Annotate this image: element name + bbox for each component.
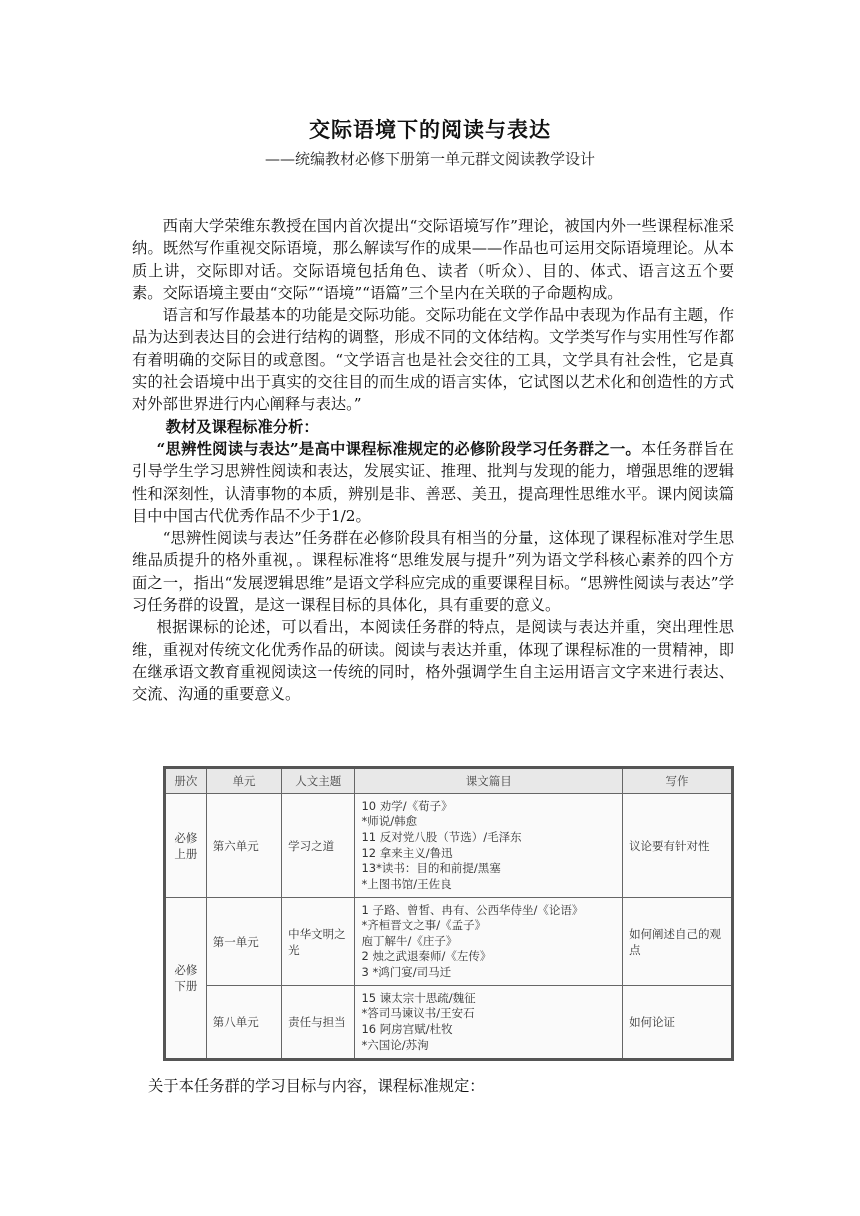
text-entry: 10 劝学/《荀子》 (361, 798, 453, 813)
header-theme: 人文主题 (282, 768, 355, 794)
paragraph-3 (132, 438, 734, 527)
header-texts: 课文篇目 (355, 768, 623, 794)
text-entry: 1 子路、曾皙、冉有、公西华侍坐/《论语》 (361, 902, 584, 917)
text-entry: *答司马谏议书/王安石 (361, 1006, 475, 1021)
text-entry: 11 反对党八股（节选）/毛泽东 (361, 829, 522, 844)
table-row (165, 986, 733, 1060)
header-unit: 单元 (206, 768, 281, 794)
text-entry: *齐桓晋文之事/《孟子》 (361, 918, 487, 933)
table-row (165, 898, 733, 986)
theme-cell: 中华文明之光 (282, 898, 355, 986)
document-title: 交际语境下的阅读与表达 (309, 117, 551, 142)
text-entry: 3 *鸿门宴/司马迁 (361, 964, 452, 979)
header-volume: 册次 (165, 768, 207, 794)
paragraph-2: 语言和写作最基本的功能是交际功能。交际功能在文学作品中表现为作品有主题，作品为达到表达目的会进行结构的调整，形成不同的文体结构。文学类写作与实用性写作都有着明确的交际目的或意图。“文学语言也是社会交往的工具，文学具有社会性，它是真实的社会语境中出于真实的交往目的而生成的语言实体，它试图以艺术化和创造性的方式对外部世界进行内心阐释与表达。” (132, 306, 734, 414)
theme-cell: 责任与担当 (282, 986, 355, 1060)
section-heading: 教材及课程标准分析： (165, 417, 319, 436)
writing-cell: 议论要有针对性 (623, 794, 733, 898)
document-body (132, 215, 734, 706)
paragraph-1: 西南大学荣维东教授在国内首次提出“交际语境写作”理论，被国内外一些课程标准采纳。既然写作重视交际语境，那么解读写作的成果——作品也可运用交际语境理论。从本质上讲，交际即对话。交际语境包括角色、读者（听众）、目的、体式、语言这五个要素。交际语境主要由“交际”“语境”“语篇”三个呈内在关联的子命题构成。 (132, 217, 734, 302)
texts-cell (355, 794, 623, 898)
table-header-row (165, 768, 733, 794)
paragraph-4: “思辨性阅读与表达”任务群在必修阶段具有相当的分量，这体现了课程标准对学生思维品质提升的格外重视，。课程标准将“思维发展与提升”列为语文学科核心素养的四个方面之一，指出“发展逻辑思维”是语文学科应完成的重要课程目标。“思辨性阅读与表达”学习任务群的设置，是这一课程目标的具体化，具有重要的意义。 (132, 529, 734, 615)
text-entry: *六国论/苏洵 (361, 1037, 429, 1052)
text-entry: 庖丁解牛/《庄子》 (361, 933, 458, 948)
unit-table (163, 766, 734, 1061)
texts-cell (355, 898, 623, 986)
text-entry: 15 谏太宗十思疏/魏征 (361, 990, 476, 1005)
paragraph-3-bold: “思辨性阅读与表达”是高中课程标准规定的必修阶段学习任务群之一。 (156, 439, 641, 458)
text-entry: 12 拿来主义/鲁迅 (361, 845, 453, 860)
texts-cell (355, 986, 623, 1060)
document-subtitle: ——统编教材必修下册第一单元群文阅读教学设计 (264, 150, 595, 168)
unit-cell: 第八单元 (206, 986, 281, 1060)
unit-cell: 第六单元 (206, 794, 281, 898)
volume-cell: 必修下册 (165, 898, 207, 1060)
header-writing: 写作 (623, 768, 733, 794)
paragraph-3-rest: 本任务群旨在引导学生学习思辨性阅读和表达，发展实证、推理、批判与发现的能力，增强思维的逻辑性和深刻性，认清事物的本质，辨别是非、善恶、美丑，提高理性思维水平。课内阅读篇目中中国古代优秀作品不少于1/2。 (132, 439, 734, 525)
writing-cell: 如何阐述自己的观点 (623, 898, 733, 986)
theme-cell: 学习之道 (282, 794, 355, 898)
text-entry: 16 阿房宫赋/杜牧 (361, 1022, 453, 1036)
paragraph-5: 根据课标的论述，可以看出，本阅读任务群的特点，是阅读与表达并重，突出理性思维，重视对传统文化优秀作品的研读。阅读与表达并重，体现了课程标准的一贯精神，即在继承语文教育重视阅读这一传统的同时，格外强调学生自主运用语言文字来进行表达、交流、沟通的重要意义。 (132, 618, 734, 704)
text-entry: *上图书馆/王佐良 (361, 876, 452, 891)
unit-cell: 第一单元 (206, 898, 281, 986)
volume-cell: 必修上册 (165, 794, 207, 898)
writing-cell: 如何论证 (623, 986, 733, 1060)
text-entry: *师说/韩愈 (361, 814, 418, 829)
closing-line: 关于本任务群的学习目标与内容，课程标准规定： (148, 1077, 485, 1095)
table-row (165, 794, 733, 898)
text-entry: 13*读书：目的和前提/黑塞 (361, 861, 501, 876)
text-entry: 2 烛之武退秦师/《左传》 (361, 949, 492, 964)
